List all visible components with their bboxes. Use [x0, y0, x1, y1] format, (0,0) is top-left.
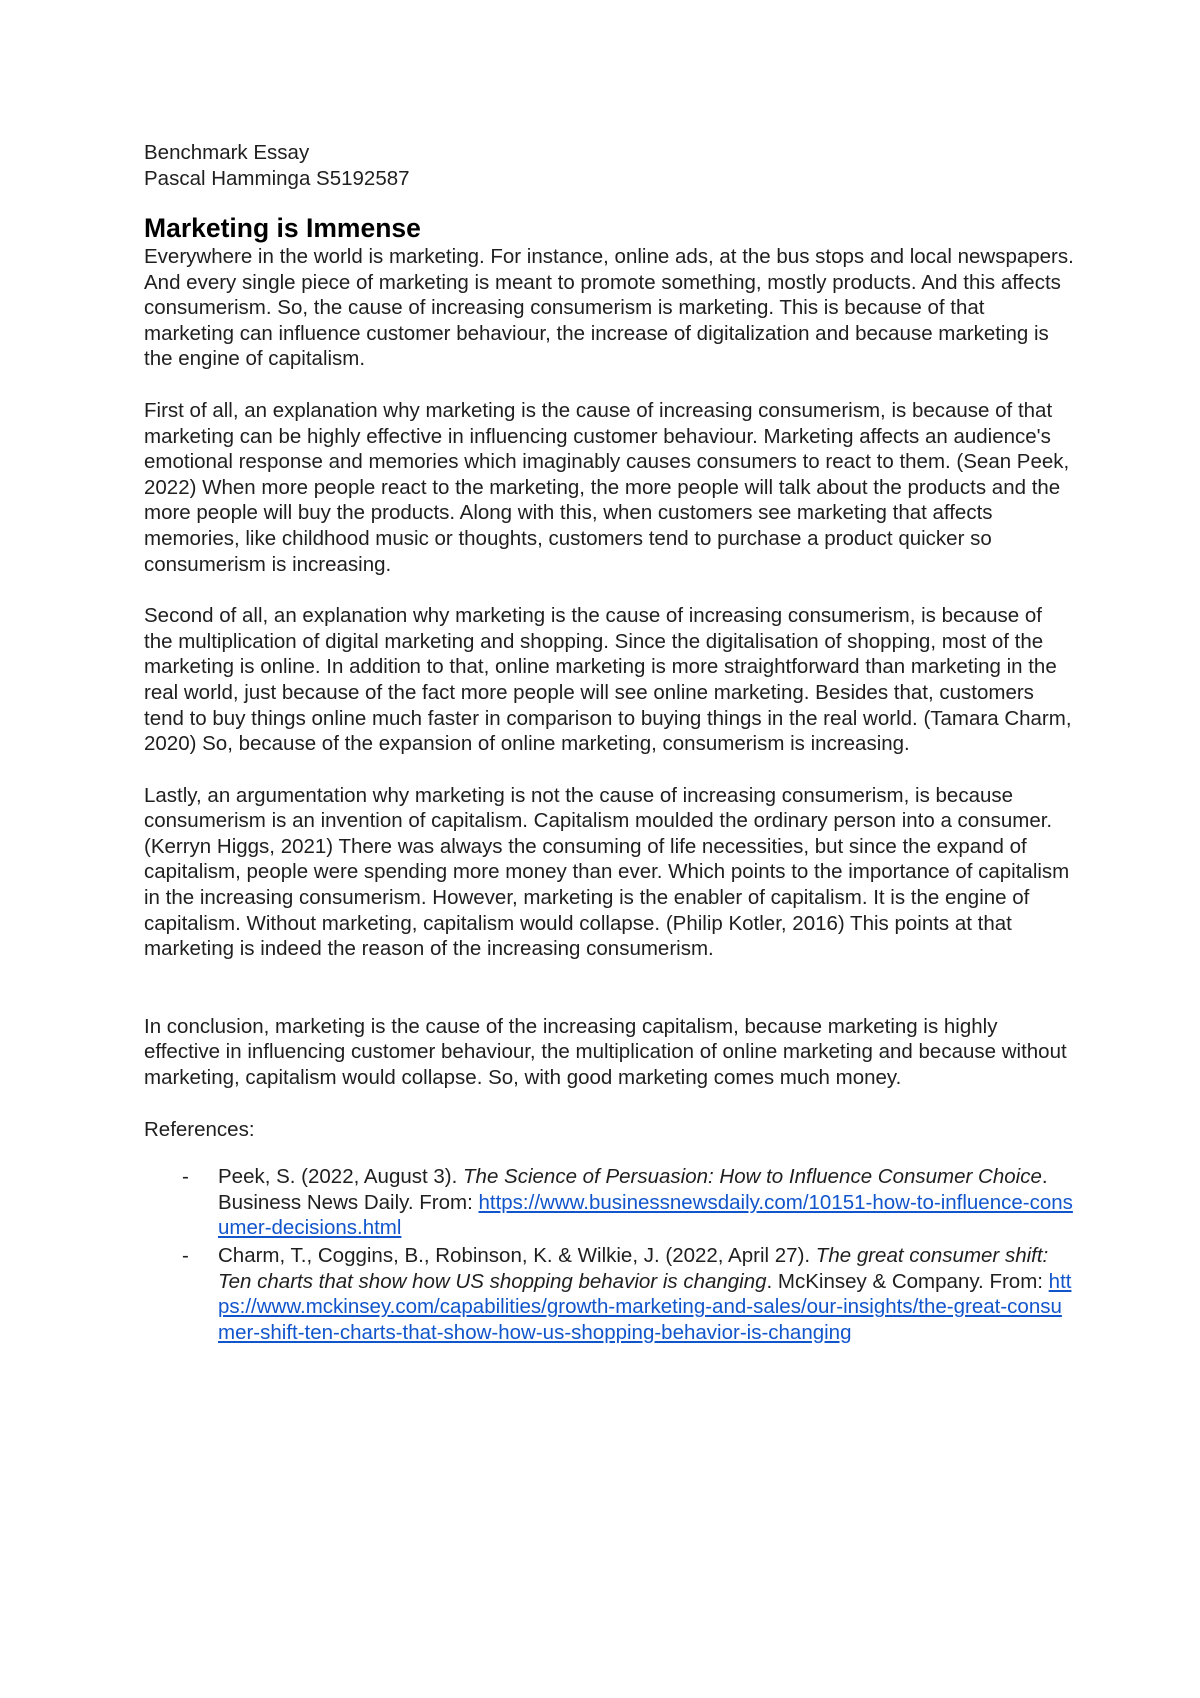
reference-title: The great consumer shift: Ten charts that show how US shopping behavior is changing	[218, 1244, 1049, 1293]
essay-title: Marketing is Immense	[144, 213, 421, 243]
paragraph-intro: Everywhere in the world is marketing. For instance, online ads, at the bus stops and local newspapers. And every single piece of marketing is meant to promote something, mostly products. And this affects consumerism. So, the cause of increasing consumerism is marketing. This is because of that marketing can influence customer behaviour, the increase of digitalization and because marketing is the engine of capitalism.	[144, 245, 1074, 371]
reference-prefix: Charm, T., Coggins, B., Robinson, K. & Wilkie, J. (2022, April 27).	[218, 1244, 816, 1267]
references-heading: References:	[144, 1117, 255, 1141]
reference-link[interactable]: https://www.businessnewsdaily.com/10151-how-to-influence-consumer-decisions.html	[218, 1190, 1073, 1240]
author-name: Pascal Hamminga S5192587	[144, 167, 410, 190]
reference-item	[144, 1243, 1074, 1345]
paragraph-second: Second of all, an explanation why marketing is the cause of increasing consumerism, is because of the multiplication of digital marketing and shopping. Since the digitalisation of shopping, most of the marketing is online. In addition to that, online marketing is more straightforward than marketing in the real world, just because of the fact more people will see online marketing. Besides that, customers tend to buy things online much faster in comparison to buying things in the real world. (Tamara Charm, 2020) So, because of the expansion of online marketing, consumerism is increasing.	[144, 604, 1072, 756]
document-type: Benchmark Essay	[144, 141, 310, 164]
paragraph-third: Lastly, an argumentation why marketing is not the cause of increasing consumerism, is because consumerism is an invention of capitalism. Capitalism moulded the ordinary person into a consumer. (Kerryn Higgs, 2021) There was always the consuming of life necessities, but since the expand of capitalism, people were spending more money than ever. Which points to the importance of capitalism in the increasing consumerism. However, marketing is the enabler of capitalism. It is the engine of capitalism. Without marketing, capitalism would collapse. (Philip Kotler, 2016) This points at that marketing is indeed the reason of the increasing consumerism.	[144, 783, 1070, 961]
paragraph-first: First of all, an explanation why marketing is the cause of increasing consumerism, is because of that marketing can be highly effective in influencing customer behaviour. Marketing affects an audience's emotional response and memories which imaginably causes consumers to react to them. (Sean Peek, 2022) When more people react to the marketing, the more people will talk about the products and the more people will buy the products. Along with this, when customers see marketing that affects memories, like childhood music or thoughts, customers tend to purchase a product quicker so consumerism is increasing.	[144, 398, 1070, 576]
reference-item	[144, 1164, 1074, 1241]
references-list	[144, 1164, 1074, 1345]
reference-prefix: Peek, S. (2022, August 3).	[218, 1165, 464, 1189]
document-page	[144, 140, 1074, 1347]
reference-link[interactable]: https://www.mckinsey.com/capabilities/growth-marketing-and-sales/our-insights/the-great-consumer-shift-ten-charts-that-show-how-us-shopping-behavior-is-changing	[218, 1269, 1072, 1344]
reference-title: The Science of Persuasion: How to Influence Consumer Choice	[463, 1165, 1042, 1189]
paragraph-conclusion: In conclusion, marketing is the cause of the increasing capitalism, because marketing is highly effective in influencing customer behaviour, the multiplication of online marketing and because without marketing, capitalism would collapse. So, with good marketing comes much money.	[144, 1014, 1067, 1090]
reference-suffix: . Business News Daily. From:	[218, 1165, 1048, 1214]
bullet-dash: -	[182, 1165, 189, 1189]
reference-suffix: . McKinsey & Company. From:	[766, 1269, 1049, 1293]
bullet-dash: -	[182, 1244, 189, 1267]
